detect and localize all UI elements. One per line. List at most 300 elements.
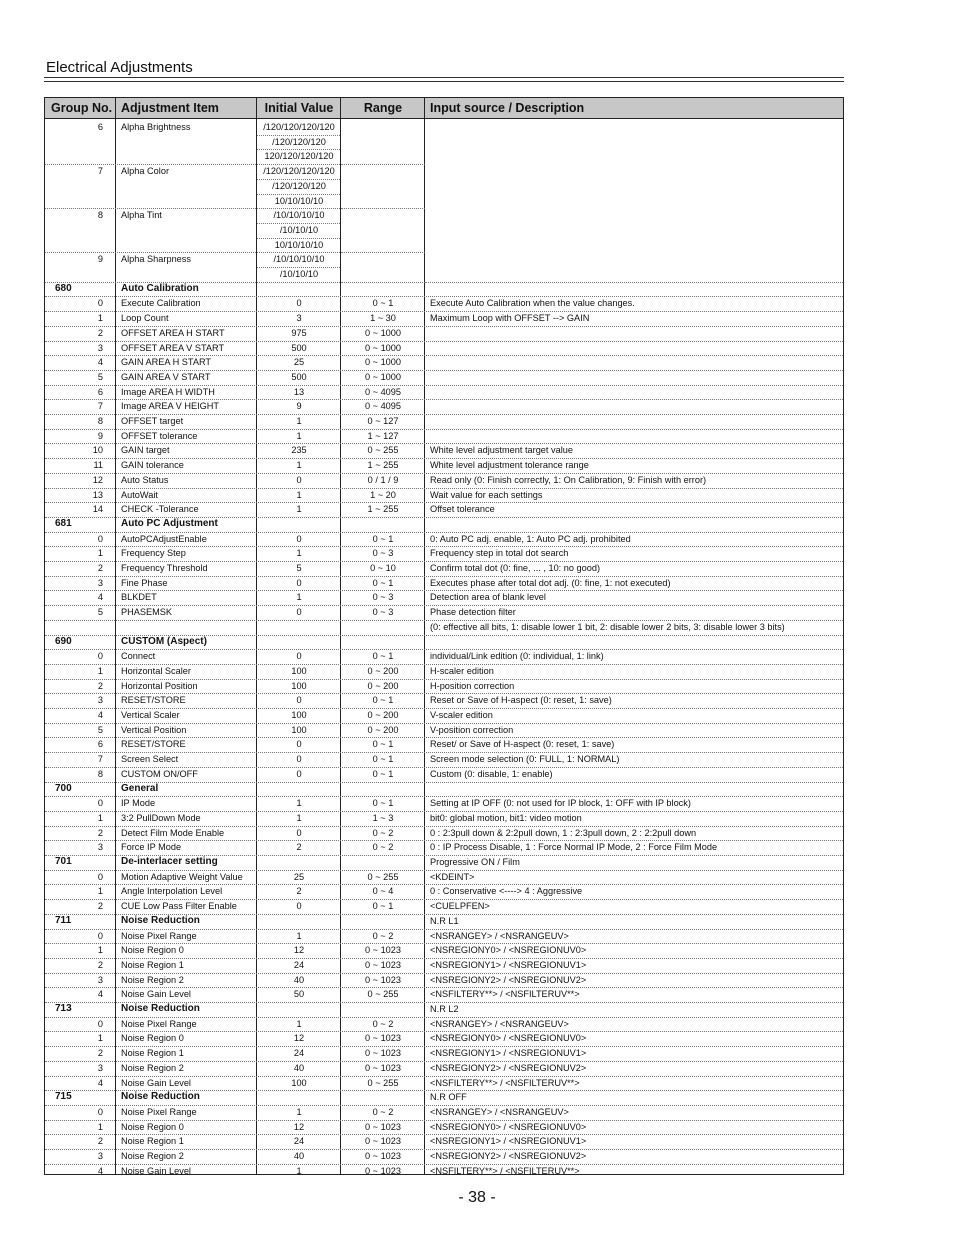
description-cell: <NSREGIONY2> / <NSREGIONUV2> [430,1062,587,1073]
initial-value-cell [257,1002,341,1017]
range-cell: 0 ~ 1023 [364,959,402,970]
group-no-cell: 8 [97,416,103,426]
group-no-cell [45,267,103,282]
col-header-adjustment-item: Adjustment Item [121,101,219,115]
description-cell: White level adjustment target value [430,445,573,456]
description-cell: <NSFILTERY**> / <NSFILTERUV**> [430,1077,580,1088]
group-header-row [45,914,843,929]
group-header-row [45,635,843,650]
description-cell: 0: Auto PC adj. enable, 1: Auto PC adj. prohibited [430,533,631,544]
initial-value-cell: /10/10/10/10 [273,254,325,265]
adjustment-item-cell: Noise Reduction [121,914,200,926]
description-cell: V-position correction [430,724,514,735]
group-no-cell: 1 [97,945,103,956]
table-row [45,811,843,826]
group-no-cell: 713 [55,1003,72,1014]
group-no-cell: 680 [55,282,72,294]
initial-value-cell: 10/10/10/10 [274,239,324,250]
adjustment-item-cell [121,135,257,150]
table-row [45,649,843,664]
range-cell [341,1090,425,1105]
description-cell: <NSREGIONY1> / <NSREGIONUV1> [430,959,587,970]
description-cell [430,385,840,400]
range-cell: 0 ~ 1023 [364,1048,402,1059]
initial-value-cell: /120/120/120/120 [263,166,335,177]
initial-value-cell: /10/10/10/10 [273,210,325,221]
table-row [45,546,843,561]
description-cell: Maximum Loop with OFFSET --> GAIN [430,313,590,324]
adjustment-item-cell: Screen Select [121,754,179,765]
adjustment-table [44,97,844,1175]
range-cell: 0 ~ 1 [372,901,394,912]
group-no-cell: 1 [97,548,103,559]
range-cell: 0 ~ 200 [367,724,399,735]
description-cell: <CUELPFEN> [430,901,490,912]
table-row [45,1061,843,1076]
table-row [45,1105,843,1120]
table-row [45,443,843,458]
description-cell: White level adjustment tolerance range [430,460,589,471]
range-cell: 0 ~ 3 [372,548,394,559]
range-cell [341,855,425,870]
initial-value-cell: 1 [296,548,302,559]
description-cell: Reset or Save of H-aspect (0: reset, 1: save) [430,695,612,706]
group-no-cell: 6 [97,122,103,132]
description-cell [430,194,840,209]
adjustment-item-cell: Noise Region 0 [121,945,184,956]
group-no-cell: 0 [97,533,103,544]
range-cell: 0 ~ 200 [367,665,399,676]
initial-value-cell: 0 [296,651,302,662]
initial-value-cell: 25 [293,357,305,368]
description-cell [430,414,840,429]
description-cell: <NSRANGEY> / <NSRANGEUV> [430,1106,569,1117]
table-row [45,1017,843,1032]
range-cell: 0 ~ 3 [372,592,394,603]
group-no-cell: 0 [97,798,103,809]
adjustment-item-cell: Noise Region 0 [121,1121,184,1132]
adjustment-item-cell: Image AREA H WIDTH [121,386,215,397]
group-no-cell: 5 [97,607,103,618]
adjustment-item-cell [121,620,257,635]
range-cell [341,120,425,135]
adjustment-item-cell: OFFSET tolerance [121,430,198,441]
range-cell [341,179,425,194]
description-cell [430,238,840,253]
range-cell: 0 ~ 1000 [364,342,402,353]
table-row [45,752,843,767]
table-row [45,943,843,958]
table-row [45,929,843,944]
description-cell [430,179,840,194]
group-no-cell: 4 [97,592,103,603]
group-no-cell: 701 [55,856,72,867]
description-cell: <NSREGIONY0> / <NSREGIONUV0> [430,1033,587,1044]
table-row [45,987,843,1002]
initial-value-cell: /10/10/10 [279,269,319,279]
description-cell [430,517,840,532]
adjustment-item-cell: Noise Region 2 [121,1062,184,1073]
range-cell: 0 ~ 1023 [364,945,402,956]
description-cell [430,164,840,179]
group-no-cell: 5 [97,371,103,382]
adjustment-item-cell: Auto Calibration [121,282,199,294]
description-cell: Screen mode selection (0: FULL, 1: NORMAL) [430,754,620,765]
group-no-cell: 6 [97,386,103,397]
range-cell: 0 ~ 1 [372,533,394,544]
group-header-row [45,282,843,297]
page-number: - 38 - [458,1189,496,1206]
table-row [45,194,843,209]
range-cell: 0 ~ 1 [372,298,394,309]
table-row [45,179,843,194]
adjustment-item-cell: OFFSET AREA V START [121,342,225,353]
adjustment-item-cell [121,179,257,194]
range-cell [341,164,425,179]
table-row [45,899,843,914]
adjustment-item-cell: Noise Pixel Range [121,1018,197,1029]
description-cell [430,252,840,267]
initial-value-cell: 235 [291,445,307,456]
table-row [45,590,843,605]
description-cell: <NSREGIONY0> / <NSREGIONUV0> [430,945,587,956]
range-cell [341,208,425,223]
range-cell: 0 ~ 1023 [364,1062,402,1073]
table-row [45,708,843,723]
initial-value-cell: 24 [293,1136,305,1147]
adjustment-item-cell: Alpha Sharpness [121,254,191,265]
table-row [45,385,843,400]
description-cell: V-scaler edition [430,710,493,720]
adjustment-item-cell: Noise Gain Level [121,1077,191,1088]
description-cell: Detection area of blank level [430,592,546,603]
table-row [45,884,843,899]
range-cell [341,517,425,532]
description-cell: Reset/ or Save of H-aspect (0: reset, 1: save) [430,739,615,750]
adjustment-item-cell: Auto PC Adjustment [121,517,218,529]
description-cell [430,341,840,356]
group-no-cell: 0 [97,930,103,941]
initial-value-cell: 120/120/120/120 [264,151,334,162]
range-cell: 0 ~ 1 [372,768,394,779]
initial-value-cell: 12 [293,945,305,956]
adjustment-item-cell: CUSTOM (Aspect) [121,635,207,647]
adjustment-item-cell: General [121,782,159,794]
table-row [45,693,843,708]
description-cell: Execute Auto Calibration when the value changes. [430,298,635,309]
group-no-cell: 0 [97,1106,103,1117]
adjustment-item-cell: Vertical Scaler [121,710,180,720]
range-cell: 0 ~ 1 [372,695,394,706]
initial-value-cell: 0 [296,739,302,750]
initial-value-cell: 1 [296,930,302,941]
table-row [45,1134,843,1149]
adjustment-item-cell: AutoPCAdjustEnable [121,533,207,544]
group-no-cell: 1 [97,1121,103,1132]
initial-value-cell [257,635,341,650]
initial-value-cell: 500 [291,371,307,382]
range-cell: 0 ~ 1023 [364,1151,402,1161]
group-header-row [45,855,843,870]
title-rule-bottom [44,81,844,82]
initial-value-cell: 12 [293,1033,305,1044]
description-cell [430,635,840,650]
initial-value-cell: 2 [296,842,302,853]
initial-value-cell: 10/10/10/10 [274,195,324,206]
group-no-cell: 2 [97,1136,103,1147]
range-cell: 0 ~ 255 [367,445,399,456]
range-cell: 1 ~ 255 [367,504,399,515]
table-row [45,164,843,179]
description-cell: <NSFILTERY**> / <NSFILTERUV**> [430,1165,580,1176]
range-cell: 0 ~ 1023 [364,1165,402,1176]
range-cell [341,635,425,650]
initial-value-cell [257,282,341,297]
col-header-group-no: Group No. [51,101,113,115]
group-no-cell: 9 [97,254,103,265]
table-row [45,973,843,988]
initial-value-cell: 40 [293,1062,305,1073]
initial-value-cell: 1 [296,460,302,471]
table-row [45,1120,843,1135]
table-row [45,723,843,738]
group-no-cell: 12 [92,474,103,485]
initial-value-cell: 0 [296,768,302,779]
adjustment-item-cell: Auto Status [121,474,169,485]
range-cell: 0 ~ 1023 [364,1136,402,1147]
adjustment-item-cell [121,238,257,253]
adjustment-item-cell: Noise Region 2 [121,1151,184,1161]
description-cell [430,282,840,297]
group-no-cell [45,179,103,194]
group-no-cell: 8 [97,768,103,779]
group-no-cell: 690 [55,635,72,647]
description-cell [430,120,840,135]
initial-value-cell: 0 [296,298,302,309]
group-no-cell: 1 [97,812,103,823]
table-row [45,679,843,694]
initial-value-cell: 12 [293,1121,305,1132]
adjustment-item-cell: AutoWait [121,489,158,500]
adjustment-item-cell [121,194,257,209]
adjustment-item-cell: Noise Gain Level [121,989,191,1000]
range-cell: 0 ~ 4095 [364,386,402,397]
initial-value-cell: 9 [296,401,302,412]
group-no-cell: 2 [97,1048,103,1059]
range-cell: 1 ~ 127 [367,430,399,441]
initial-value-cell: 0 [296,577,302,588]
range-cell: 0 ~ 1023 [364,974,402,985]
adjustment-item-cell: PHASEMSK [121,607,173,618]
initial-value-cell [257,517,341,532]
group-no-cell: 2 [97,901,103,912]
group-no-cell [45,149,103,164]
initial-value-cell: 100 [291,724,307,735]
initial-value-cell: 0 [296,474,302,485]
table-row [45,1076,843,1091]
description-cell [430,208,840,223]
description-cell: 0 : IP Process Disable, 1 : Force Normal IP Mode, 2 : Force Film Mode [430,842,718,853]
adjustment-item-cell: Frequency Step [121,548,186,559]
adjustment-item-cell: GAIN target [121,445,170,456]
description-cell: Progressive ON / Film [430,857,520,867]
group-no-cell: 3 [97,1151,103,1161]
description-cell: H-position correction [430,680,515,691]
table-row [45,1031,843,1046]
table-row [45,370,843,385]
range-cell: 1 ~ 20 [370,489,396,500]
initial-value-cell: 0 [296,607,302,618]
adjustment-item-cell: IP Mode [121,798,156,809]
description-cell [430,149,840,164]
range-cell [341,252,425,267]
description-cell: H-scaler edition [430,665,494,676]
adjustment-item-cell: Detect Film Mode Enable [121,827,225,838]
adjustment-item-cell: Noise Pixel Range [121,1106,197,1117]
group-no-cell: 10 [92,445,103,456]
group-header-row [45,517,843,532]
table-row [45,223,843,238]
range-cell: 0 ~ 1 [372,739,394,750]
adjustment-item-cell: RESET/STORE [121,739,186,750]
range-cell [341,135,425,150]
group-no-cell: 0 [97,651,103,662]
description-cell [430,429,840,444]
range-cell: 0 ~ 255 [367,871,399,882]
initial-value-cell: 1 [296,812,302,823]
group-no-cell [45,135,103,150]
table-header [45,98,843,119]
group-no-cell: 4 [97,710,103,720]
description-cell: <NSREGIONY2> / <NSREGIONUV2> [430,1151,587,1161]
range-cell: 0 ~ 1000 [364,357,402,368]
group-no-cell [45,223,103,238]
range-cell: 0 ~ 1023 [364,1121,402,1132]
description-cell: Custom (0: disable, 1: enable) [430,768,553,779]
initial-value-cell: /120/120/120 [272,180,326,191]
initial-value-cell: 25 [293,871,305,882]
group-no-cell: 715 [55,1091,72,1103]
initial-value-cell [257,914,341,929]
table-row [45,826,843,841]
initial-value-cell: 50 [293,989,305,1000]
description-cell: 0 : Conservative <----> 4 : Aggressive [430,886,583,897]
group-no-cell: 0 [97,298,103,309]
adjustment-item-cell: 3:2 PullDown Mode [121,812,201,823]
adjustment-item-cell: Execute Calibration [121,298,201,309]
adjustment-item-cell: Horizontal Scaler [121,665,191,676]
initial-value-cell: 24 [293,959,305,970]
initial-value-cell: 24 [293,1048,305,1059]
table-row [45,326,843,341]
adjustment-item-cell: Noise Region 1 [121,1136,184,1147]
table-row [45,341,843,356]
range-cell: 0 ~ 1000 [364,327,402,338]
range-cell: 0 ~ 4 [372,886,394,897]
initial-value-cell: 0 [296,695,302,706]
group-no-cell: 11 [93,460,103,471]
adjustment-item-cell: BLKDET [121,592,157,603]
initial-value-cell: 0 [296,754,302,765]
initial-value-cell: 975 [291,327,307,338]
group-no-cell: 4 [97,989,103,1000]
range-cell: 0 ~ 1 [372,754,394,765]
table-row [45,208,843,223]
initial-value-cell [257,855,341,870]
title-rule-top [44,77,844,78]
table-row [45,429,843,444]
initial-value-cell: 1 [296,798,302,809]
description-cell: <NSREGIONY1> / <NSREGIONUV1> [430,1048,587,1059]
table-row [45,399,843,414]
group-no-cell: 13 [92,489,103,500]
description-cell: Wait value for each settings [430,489,543,500]
description-cell: Offset tolerance [430,504,495,515]
table-row [45,267,843,282]
table-row [45,767,843,782]
group-no-cell: 2 [97,327,103,338]
table-row [45,355,843,370]
table-row [45,1149,843,1164]
adjustment-item-cell: Motion Adaptive Weight Value [121,871,243,882]
adjustment-item-cell: OFFSET AREA H START [121,327,225,338]
description-cell [430,326,840,341]
group-no-cell: 3 [97,695,103,706]
group-no-cell: 1 [97,313,103,324]
table-row [45,561,843,576]
group-no-cell: 681 [55,517,72,529]
adjustment-item-cell: GAIN tolerance [121,460,184,471]
adjustment-item-cell: Angle Interpolation Level [121,886,223,897]
table-row [45,473,843,488]
table-row [45,532,843,547]
adjustment-item-cell: Image AREA V HEIGHT [121,401,220,412]
range-cell: 0 ~ 3 [372,607,394,618]
group-no-cell: 2 [97,563,103,573]
table-row [45,120,843,135]
adjustment-item-cell: CHECK -Tolerance [121,504,199,515]
adjustment-item-cell: Noise Region 0 [121,1033,184,1044]
description-cell: <NSREGIONY2> / <NSREGIONUV2> [430,974,587,985]
description-cell: <NSREGIONY0> / <NSREGIONUV0> [430,1121,587,1132]
range-cell [341,782,425,797]
description-cell: bit0: global motion, bit1: video motion [430,812,582,823]
description-cell: (0: effective all bits, 1: disable lower 1 bit, 2: disable lower 2 bits, 3: disable lower 3 bits) [430,621,785,632]
table-row [45,664,843,679]
table-row [45,488,843,503]
description-cell: Setting at IP OFF (0: not used for IP block, 1: OFF with IP block) [430,798,691,809]
group-no-cell: 6 [97,739,103,750]
range-cell: 0 ~ 2 [372,827,394,838]
range-cell: 0 ~ 255 [367,1077,399,1088]
initial-value-cell: 13 [293,386,305,397]
adjustment-item-cell: Noise Reduction [121,1091,200,1103]
initial-value-cell: 0 [296,901,302,912]
group-no-cell: 2 [97,680,103,691]
group-no-cell: 2 [97,959,103,970]
adjustment-item-cell: Noise Gain Level [121,1165,191,1176]
range-cell [341,194,425,209]
initial-value-cell [257,782,341,797]
col-header-description: Input source / Description [430,101,585,115]
adjustment-item-cell: De-interlacer setting [121,856,218,867]
description-cell [430,399,840,414]
description-cell: <NSRANGEY> / <NSRANGEUV> [430,1018,569,1029]
range-cell [341,620,425,635]
table-row [45,620,843,635]
description-cell: individual/Link edition (0: individual, 1: link) [430,651,604,662]
range-cell [341,238,425,253]
